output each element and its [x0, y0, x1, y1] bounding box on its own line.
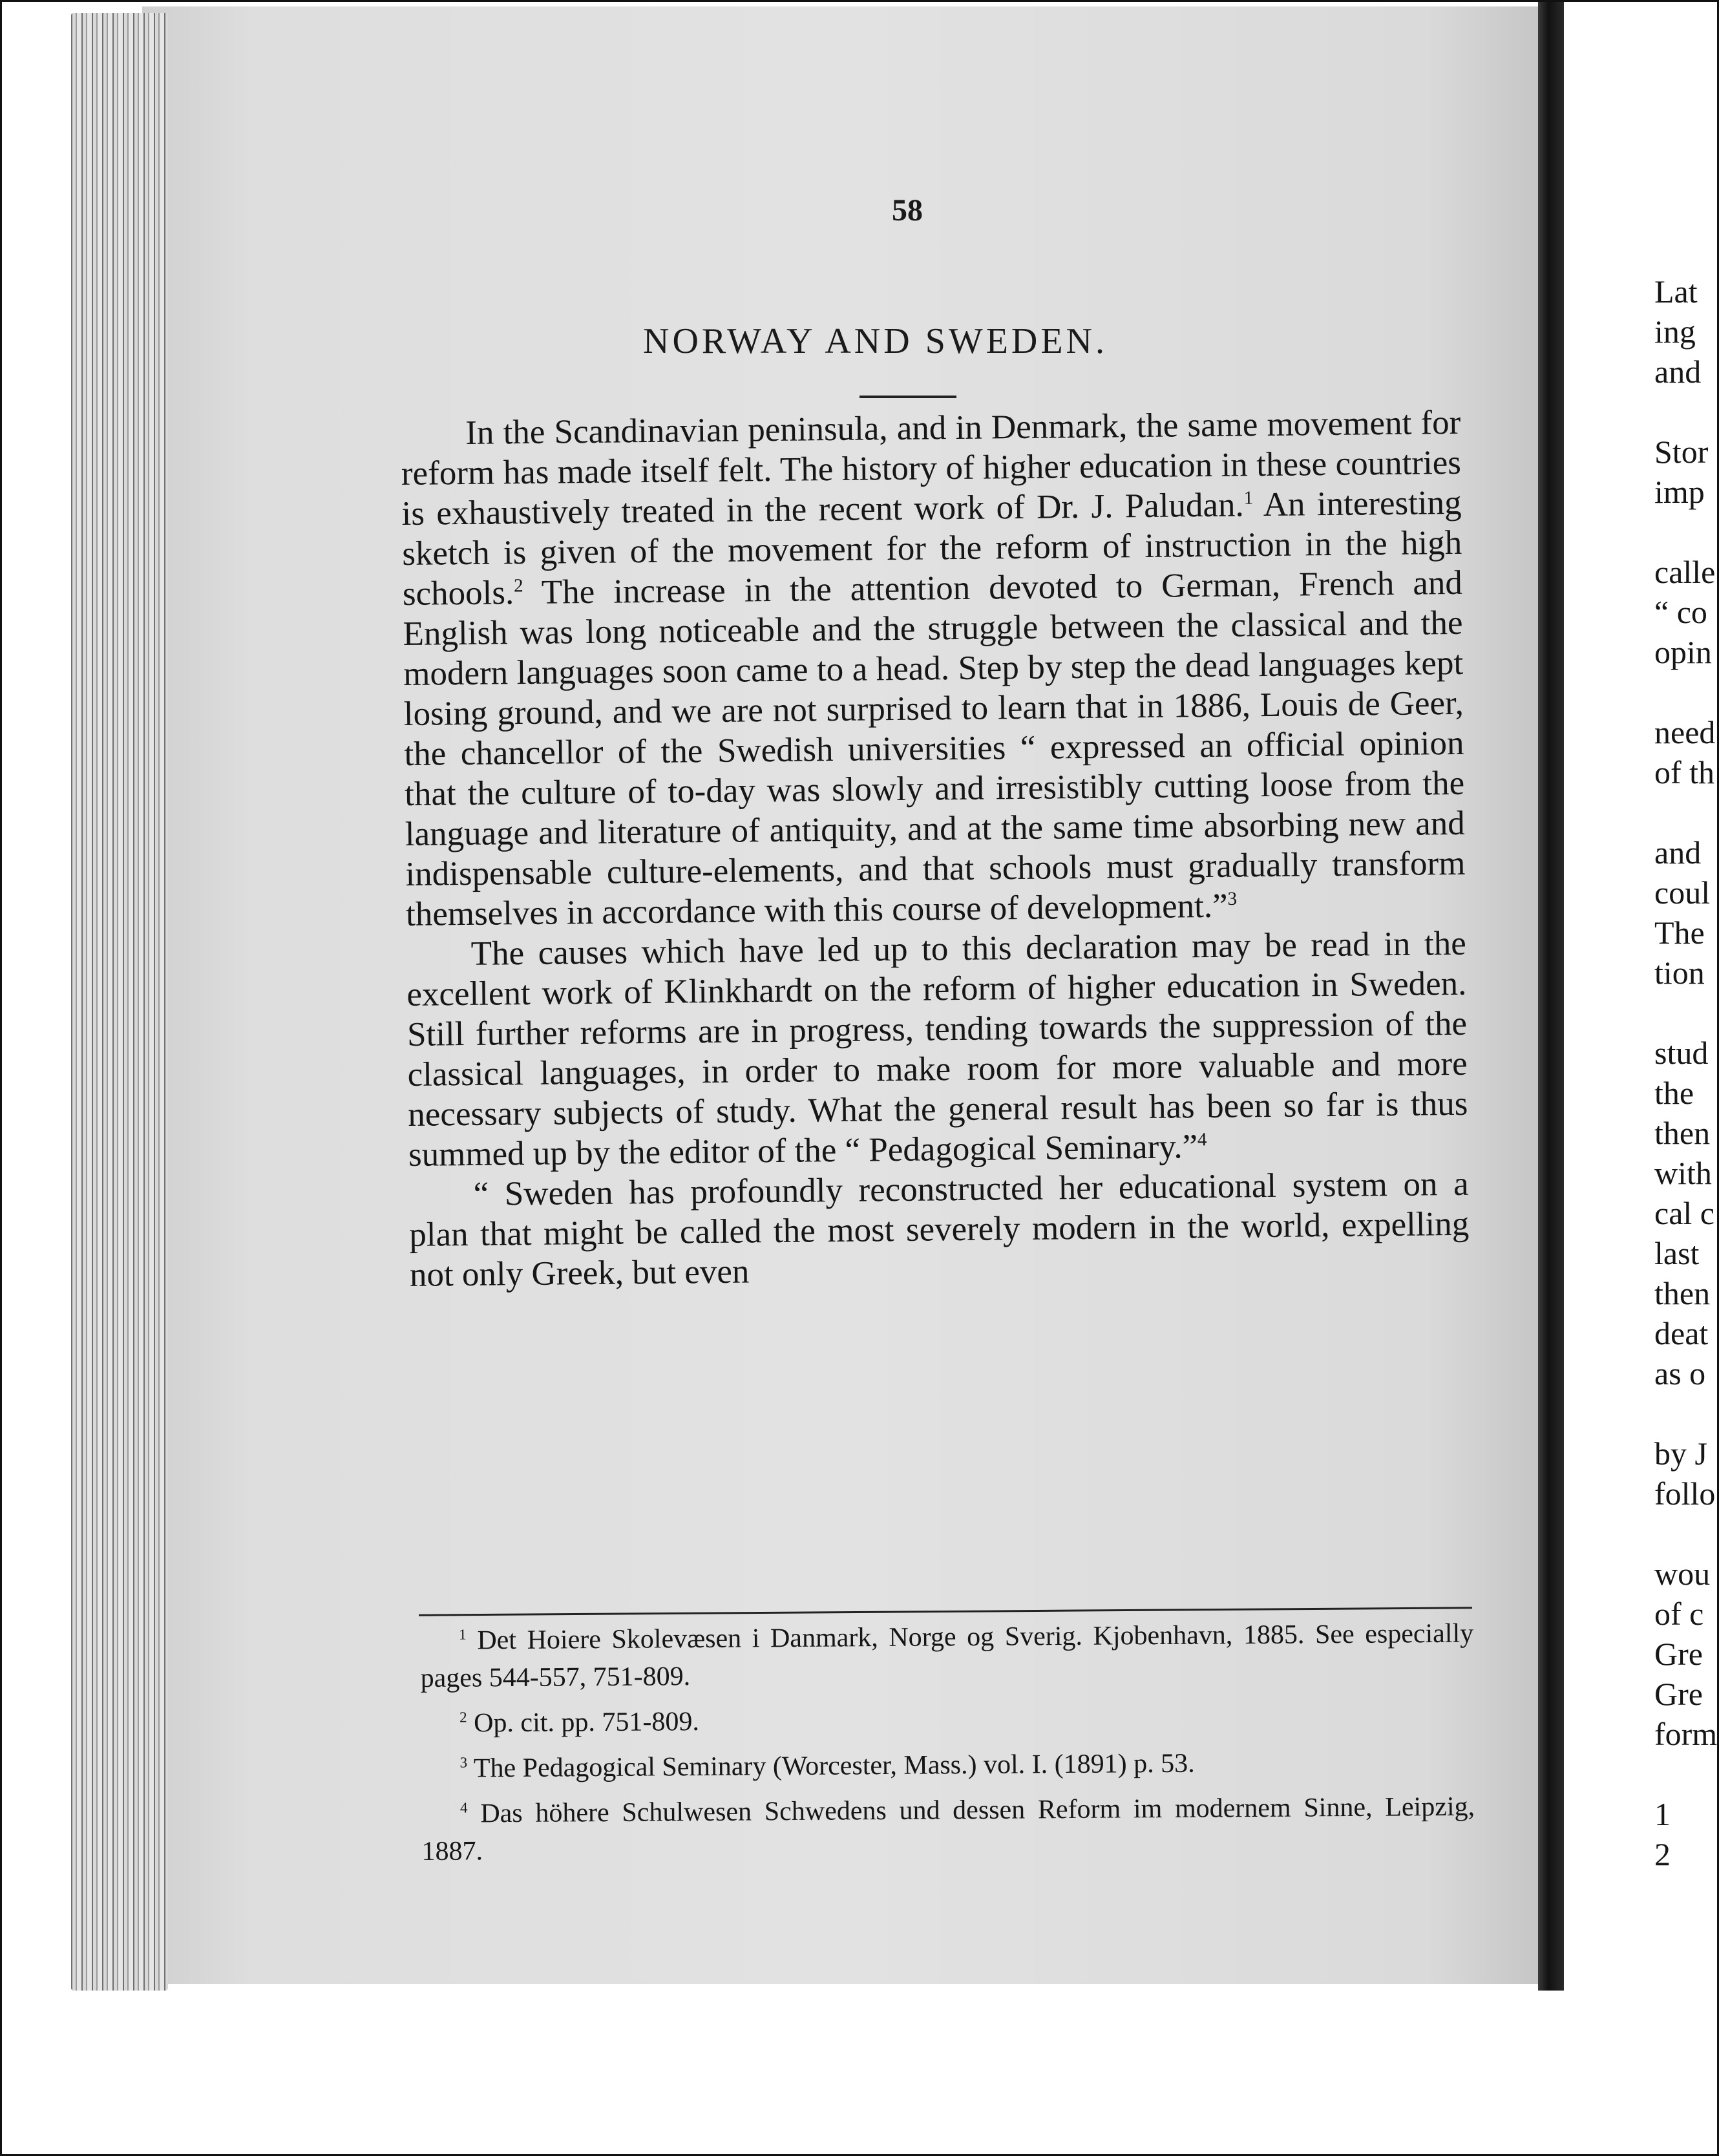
title-rule: [860, 396, 956, 398]
right-page-line: and: [1654, 834, 1702, 871]
right-page-line: deat: [1654, 1315, 1709, 1351]
footnote: $^1$ Det Hoiere Skolevæsen i Danmark, Norge og Sverig. Kjobenhavn, 1885. See especially pages 544-557, 751-809.: [420, 1618, 1474, 1693]
footnote-mark: 1: [1243, 487, 1254, 509]
paragraph: In the Scandinavian peninsula, and in Denmark, the same movement for reform has made itself felt. The history of higher education in these countries is exhaustively treated in the recent work of Dr. J. Paludan.$^1$ An interesting sketch is given of the movement for the reform of instruction in the high schools.$^2$ The increase in the attention devoted to German, French and English was long noticeable and the struggle between the classical and the modern languages soon came to a head. Step by step the dead languages kept losing ground, and we are not surprised to learn that in 1886, Louis de Geer, the chancellor of the Swedish universities “ expressed an official opinion that the culture of to-day was slowly and irresistibly cutting loose from the language and literature of antiquity, and at the same time absorbing new and indispensable culture-elements, and that schools must gradually transform themselves in accordance with this course of development.”$^3$: [401, 403, 1466, 933]
right-page-line: form: [1654, 1716, 1718, 1752]
right-page-line: by J: [1654, 1435, 1707, 1472]
right-page-line: and: [1654, 354, 1702, 390]
right-page-line: of th: [1654, 754, 1715, 790]
right-page-line: Gre: [1654, 1636, 1703, 1672]
right-page-line: 2: [1654, 1836, 1671, 1872]
footnote-mark: 2: [513, 575, 523, 597]
page-edges: [71, 13, 168, 1991]
right-page-line: calle: [1654, 554, 1716, 590]
right-page-line: of c: [1654, 1596, 1704, 1632]
right-page-line: imp: [1654, 474, 1705, 510]
footnote: $^2$ Op. cit. pp. 751-809.: [459, 1706, 700, 1739]
right-page-line: opin: [1654, 634, 1712, 670]
right-page-line: Gre: [1654, 1676, 1703, 1712]
footnote-mark: 4: [1197, 1129, 1207, 1150]
right-page-line: [1654, 1393, 1719, 1433]
book-gutter: [1538, 0, 1564, 1991]
body-text: [401, 403, 1470, 1295]
right-page-line: Stor: [1654, 434, 1709, 470]
right-page-line: tion: [1654, 955, 1705, 991]
right-page-line: [1654, 792, 1719, 832]
right-page-line: cal c: [1654, 1195, 1714, 1231]
page-title: NORWAY AND SWEDEN.: [643, 321, 1108, 361]
footnotes: [420, 1615, 1475, 1878]
footnote: $^3$ The Pedagogical Seminary (Worcester, Mass.) vol. I. (1891) p. 53.: [459, 1748, 1195, 1784]
right-page-line: [1654, 392, 1719, 432]
footnote: $^4$ Das höhere Schulwesen Schwedens und dessen Reform im modernem Sinne, Leipzig, 1887.: [421, 1791, 1475, 1866]
right-page-line: the: [1654, 1075, 1694, 1111]
right-page-line: “ co: [1654, 594, 1707, 630]
right-page-line: [1654, 993, 1719, 1033]
right-page-line: The: [1654, 914, 1705, 951]
page-number: 58: [892, 193, 923, 227]
right-page-line: wou: [1654, 1556, 1711, 1592]
right-page-line: last: [1654, 1235, 1700, 1271]
paragraph: The causes which have led up to this declaration may be read in the excellent work of Klinkhardt on the reform of higher education in Sweden. Still further reforms are in progress, tending towards the suppression of the classical languages, in order to make room for more valuable and more necessary subjects of study. What the general result has been so far is thus summed up by the editor of the “ Pedagogical Seminary.”$^4$: [406, 924, 1468, 1174]
paragraph: “ Sweden has profoundly reconstructed her educational system on a plan that might be called the most severely modern in the world, expelling not only Greek, but even: [409, 1165, 1470, 1294]
right-page-line: with: [1654, 1155, 1712, 1191]
right-page-line: follo: [1654, 1475, 1716, 1512]
right-page-line: need: [1654, 714, 1716, 750]
footnote-mark: 3: [1227, 888, 1238, 909]
right-page-line: coul: [1654, 874, 1711, 911]
right-page-line: 1: [1654, 1796, 1671, 1832]
right-page-line: [1654, 1754, 1719, 1794]
right-page-line: [1654, 672, 1719, 712]
right-page-line: then: [1654, 1275, 1711, 1311]
right-page-line: then: [1654, 1115, 1711, 1151]
right-page-line: stud: [1654, 1035, 1709, 1071]
right-page-line: as o: [1654, 1355, 1706, 1391]
right-page-line: ing: [1654, 313, 1696, 350]
right-page-text: [1654, 271, 1719, 1874]
right-page-line: Lat: [1654, 273, 1698, 310]
right-page-line: [1654, 512, 1719, 552]
right-page-line: [1654, 1514, 1719, 1554]
